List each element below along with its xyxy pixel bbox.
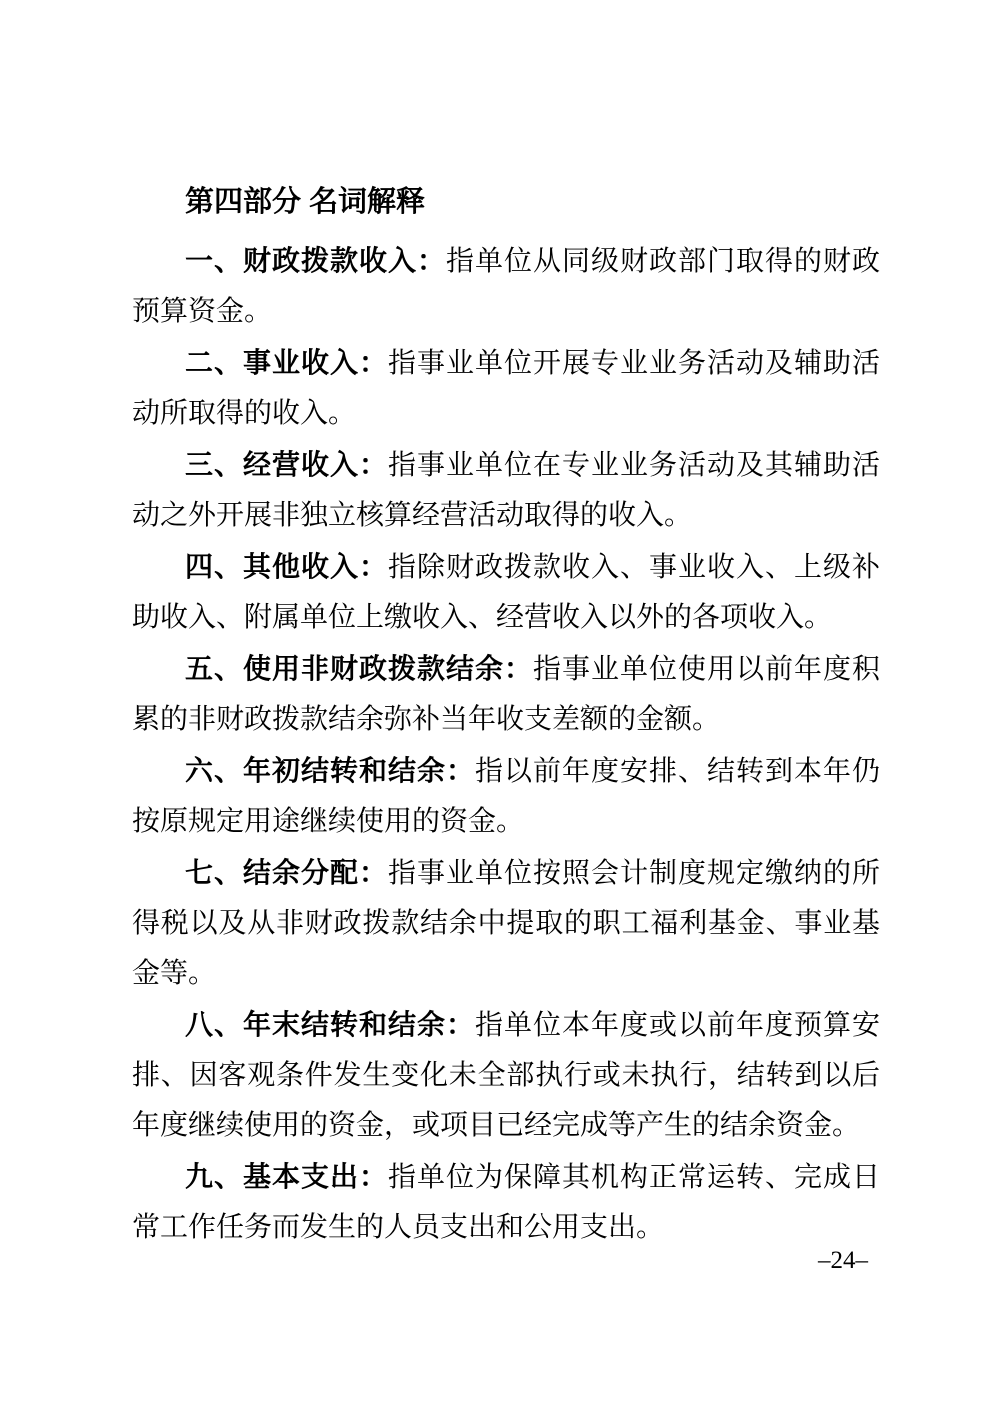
term-paragraph <box>132 1153 880 1253</box>
term-definition: 指事业单位使用以前年度积累的非财政拨款结余弥补当年收支差额的金额。 <box>132 654 880 735</box>
term-paragraph <box>132 645 880 745</box>
term-name: 财政拨款收入： <box>243 246 446 277</box>
term-definition: 指除财政拨款收入、事业收入、上级补助收入、附属单位上缴收入、经营收入以外的各项收入。 <box>132 552 880 633</box>
term-name: 年末结转和结余： <box>243 1010 475 1041</box>
term-number: 六、 <box>185 756 243 787</box>
term-paragraph <box>132 237 880 337</box>
term-name: 基本支出： <box>243 1162 388 1193</box>
term-number: 九、 <box>185 1162 243 1193</box>
term-definition: 指单位为保障其机构正常运转、完成日常工作任务而发生的人员支出和公用支出。 <box>132 1162 880 1243</box>
term-paragraph <box>132 747 880 847</box>
term-name: 使用非财政拨款结余： <box>243 654 533 685</box>
term-number: 八、 <box>185 1010 243 1041</box>
term-paragraph <box>132 543 880 643</box>
term-paragraph <box>132 441 880 541</box>
term-name: 事业收入： <box>243 348 388 379</box>
term-definition: 指单位本年度或以前年度预算安排、因客观条件发生变化未全部执行或未执行，结转到以后年度继续使用的资金，或项目已经完成等产生的结余资金。 <box>132 1010 880 1141</box>
term-name: 年初结转和结余： <box>243 756 475 787</box>
term-number: 一、 <box>185 246 243 277</box>
term-paragraph <box>132 849 880 999</box>
terms-list <box>132 237 880 1253</box>
page-number: –24– <box>818 1247 868 1274</box>
page-title: 第四部分 名词解释 <box>185 186 426 218</box>
term-paragraph <box>132 339 880 439</box>
term-number: 三、 <box>185 450 243 481</box>
term-definition: 指事业单位按照会计制度规定缴纳的所得税以及从非财政拨款结余中提取的职工福利基金、事业基金等。 <box>132 858 880 989</box>
term-number: 四、 <box>185 552 243 583</box>
term-name: 经营收入： <box>243 450 388 481</box>
term-definition: 指单位从同级财政部门取得的财政预算资金。 <box>132 246 880 327</box>
term-definition: 指事业单位在专业业务活动及其辅助活动之外开展非独立核算经营活动取得的收入。 <box>132 450 880 531</box>
term-number: 二、 <box>185 348 243 379</box>
term-number: 五、 <box>185 654 243 685</box>
document-content <box>132 185 880 1255</box>
term-paragraph <box>132 1001 880 1151</box>
term-definition: 指以前年度安排、结转到本年仍按原规定用途继续使用的资金。 <box>132 756 880 837</box>
term-number: 七、 <box>185 858 243 889</box>
term-definition: 指事业单位开展专业业务活动及辅助活动所取得的收入。 <box>132 348 880 429</box>
term-name: 其他收入： <box>243 552 388 583</box>
term-name: 结余分配： <box>243 858 388 889</box>
